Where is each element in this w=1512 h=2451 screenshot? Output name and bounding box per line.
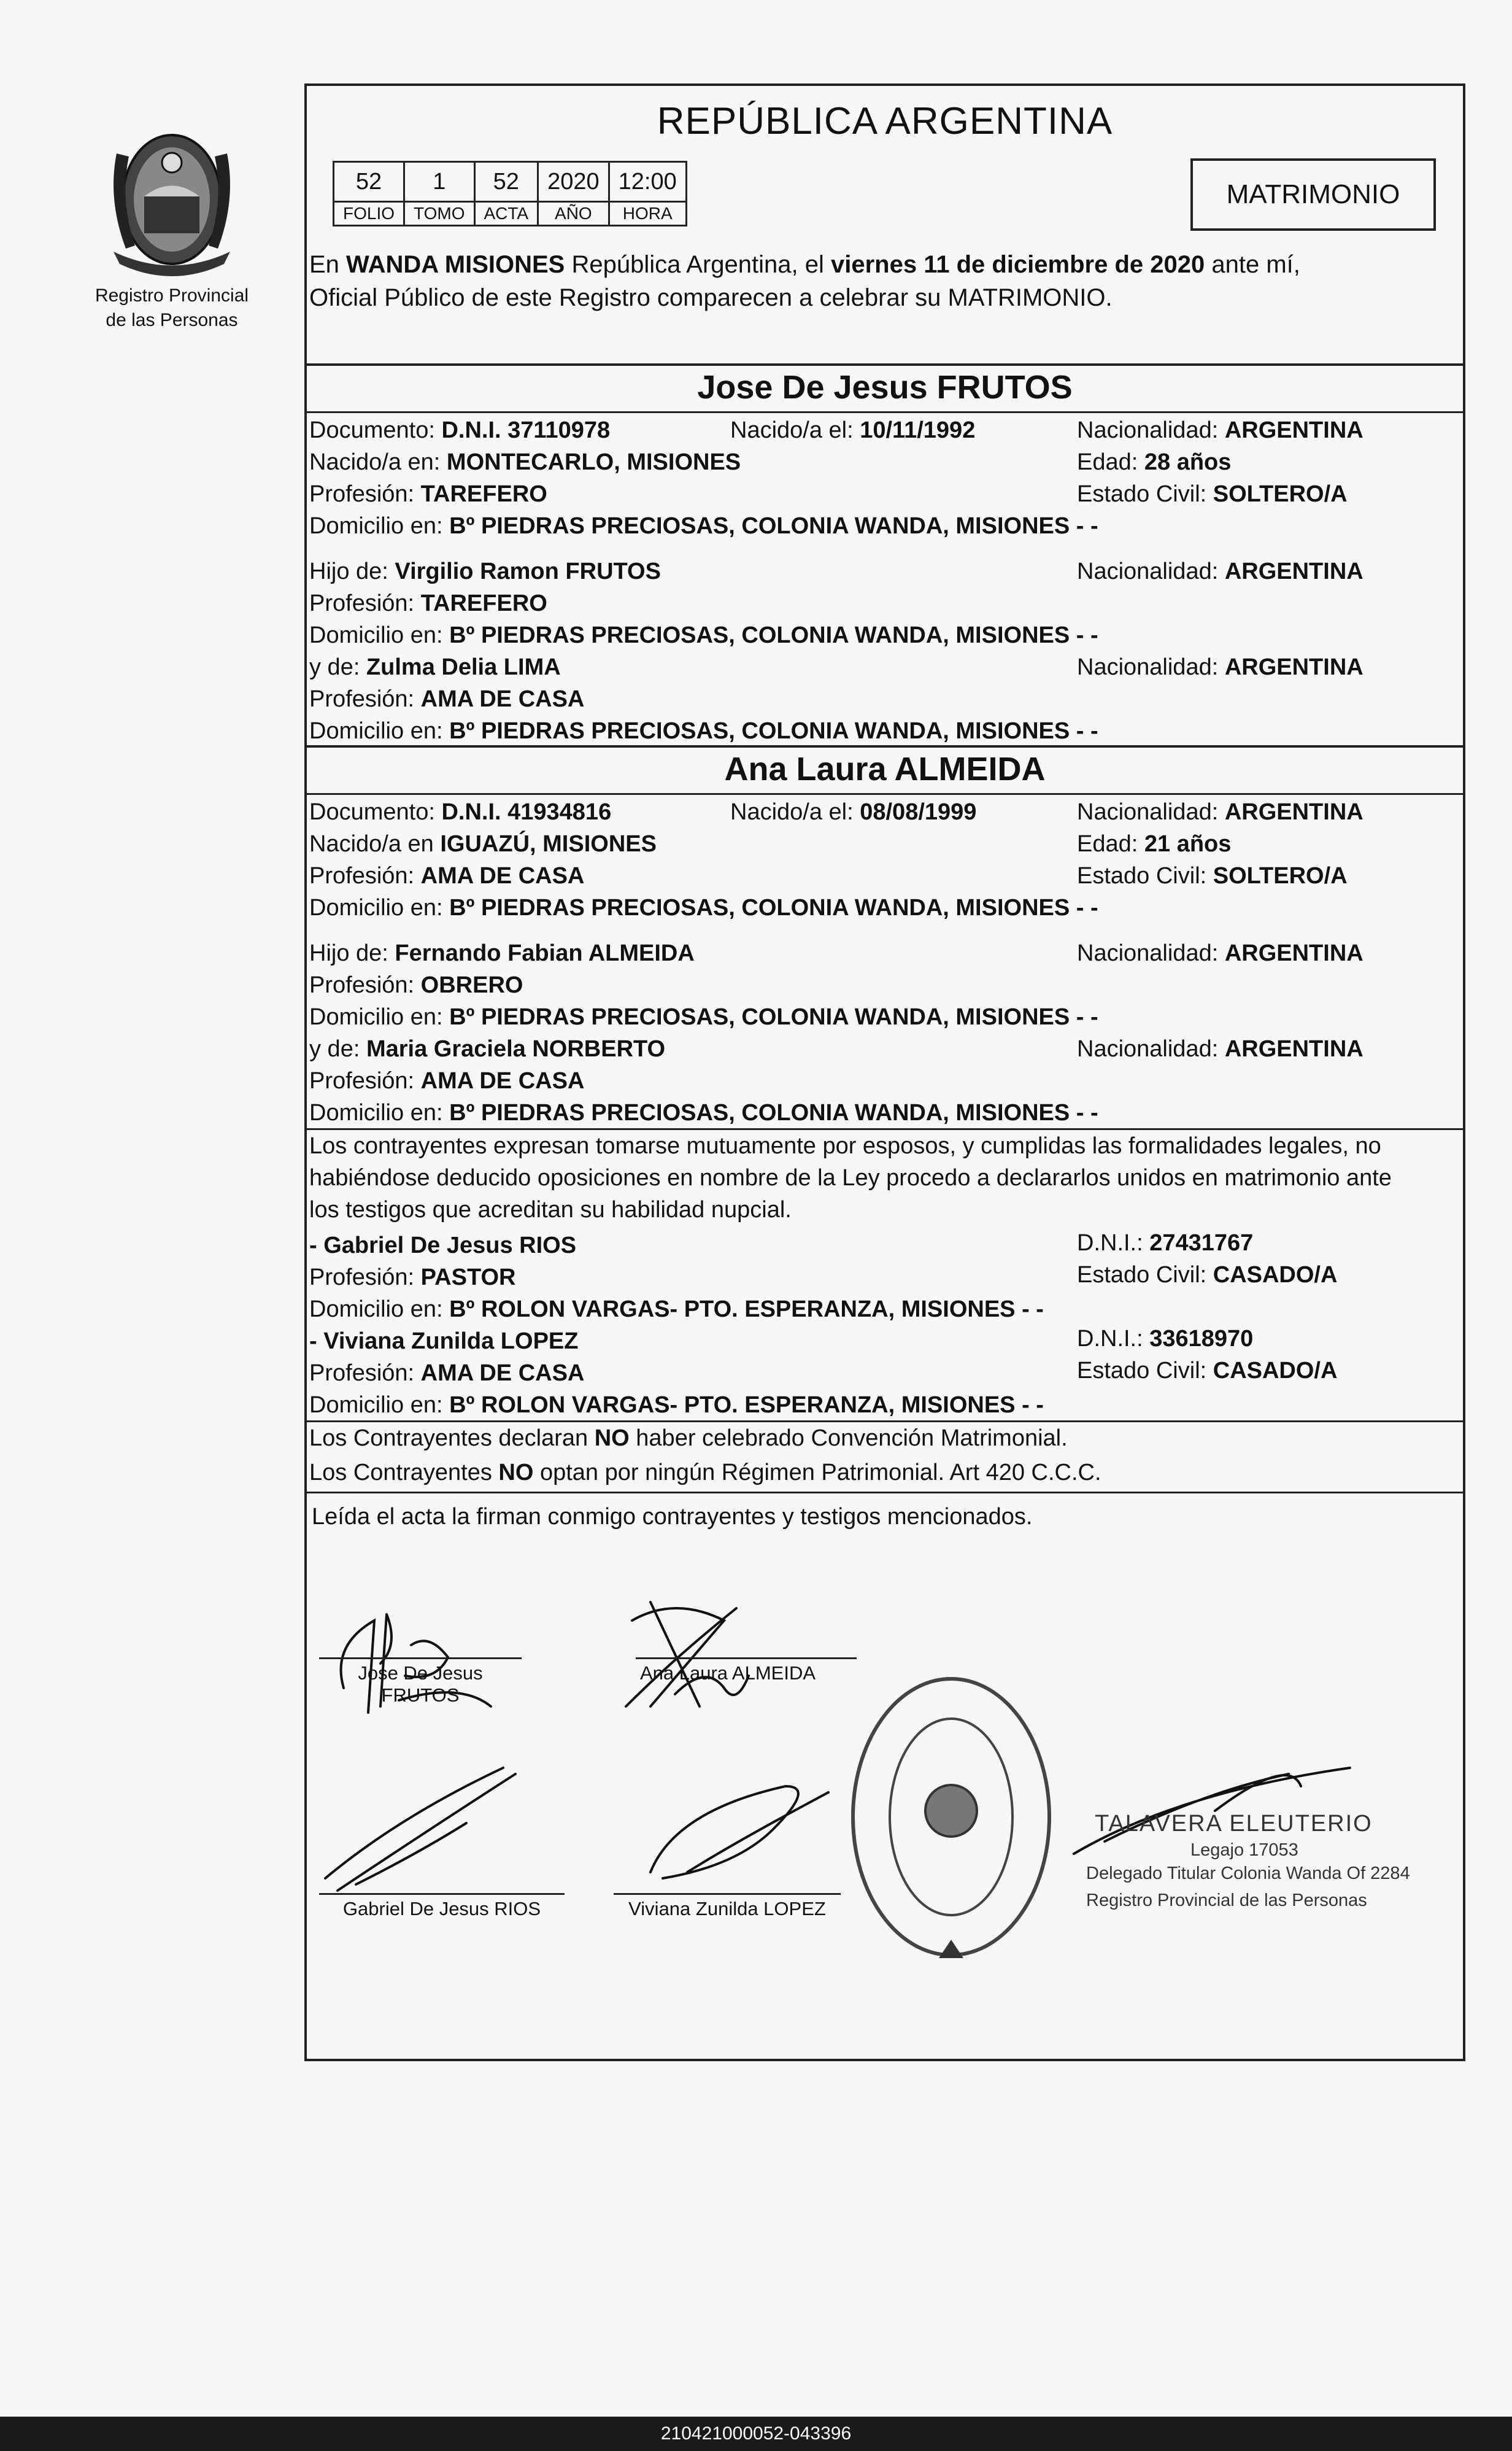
witness1-profession: Profesión: PASTOR xyxy=(309,1264,516,1290)
spouse1-mother-address: Domicilio en: Bº PIEDRAS PRECIOSAS, COLONIA WANDA, MISIONES - - xyxy=(309,718,1098,744)
document-title: REPÚBLICA ARGENTINA xyxy=(657,100,1113,142)
spouse1-born-date: Nacido/a el: 10/11/1992 xyxy=(730,417,976,443)
document-type-box: MATRIMONIO xyxy=(1190,158,1436,231)
witness1-address: Domicilio en: Bº ROLON VARGAS- PTO. ESPERANZA, MISIONES - - xyxy=(309,1296,1044,1322)
divider xyxy=(307,411,1463,413)
spouse2-civil-status: Estado Civil: SOLTERO/A xyxy=(1077,863,1348,889)
spouse2-document: Documento: D.N.I. 41934816 xyxy=(309,799,612,825)
tomo-value: 1 xyxy=(404,162,474,202)
spouse2-address: Domicilio en: Bº PIEDRAS PRECIOSAS, COLONIA WANDA, MISIONES - - xyxy=(309,895,1098,921)
declaration-line-2: habiéndose deducido oposiciones en nombre de la Ley procedo a declararlos unidos en matrimonio ante xyxy=(309,1165,1392,1191)
hora-value: 12:00 xyxy=(609,162,686,202)
spouse1-profession: Profesión: TAREFERO xyxy=(309,481,547,507)
spouse2-father-profession: Profesión: OBRERO xyxy=(309,972,523,998)
witness2-dni: D.N.I.: 33618970 xyxy=(1077,1326,1254,1352)
tomo-label: TOMO xyxy=(404,202,474,226)
divider xyxy=(307,1492,1463,1493)
anio-value: 2020 xyxy=(538,162,609,202)
witness1-name: - Gabriel De Jesus RIOS xyxy=(309,1233,577,1258)
spouse2-mother-name: y de: Maria Graciela NORBERTO xyxy=(309,1036,666,1062)
registry-table xyxy=(333,161,687,227)
signature-witness1 xyxy=(325,1768,515,1891)
divider xyxy=(307,363,1463,366)
spouse1-father-name: Hijo de: Virgilio Ramon FRUTOS xyxy=(309,559,661,584)
spouse1-age: Edad: 28 años xyxy=(1077,449,1232,475)
officer-name: TALAVERA ELEUTERIO xyxy=(1095,1811,1373,1837)
officer-office: Registro Provincial de las Personas xyxy=(1086,1891,1367,1910)
spouse2-father-name: Hijo de: Fernando Fabian ALMEIDA xyxy=(309,940,695,966)
spouse1-mother-name: y de: Zulma Delia LIMA xyxy=(309,654,561,680)
spouse1-nationality: Nacionalidad: ARGENTINA xyxy=(1077,417,1364,443)
spouse1-mother-profession: Profesión: AMA DE CASA xyxy=(309,686,585,712)
divider xyxy=(307,745,1463,748)
declaration-line-1: Los contrayentes expresan tomarse mutuamente por esposos, y cumplidas las formalidades legales, no xyxy=(309,1133,1381,1159)
spouse2-born-place: Nacido/a en IGUAZÚ, MISIONES xyxy=(309,831,657,857)
logo-text-line1: Registro Provincial xyxy=(94,285,249,306)
spouse2-signature-line xyxy=(636,1657,857,1659)
acta-label: ACTA xyxy=(474,202,538,226)
witness1-dni: D.N.I.: 27431767 xyxy=(1077,1230,1254,1256)
witness2-profession: Profesión: AMA DE CASA xyxy=(309,1360,585,1386)
signature-witness2 xyxy=(650,1786,828,1878)
witness1-signature-line xyxy=(319,1893,565,1895)
declaration-line-3: los testigos que acreditan su habilidad nupcial. xyxy=(309,1197,792,1223)
spouse1-father-profession: Profesión: TAREFERO xyxy=(309,590,547,616)
signature-spouse2 xyxy=(626,1602,749,1706)
spouse2-mother-address: Domicilio en: Bº PIEDRAS PRECIOSAS, COLONIA WANDA, MISIONES - - xyxy=(309,1100,1098,1126)
divider xyxy=(307,1128,1463,1130)
witness2-address: Domicilio en: Bº ROLON VARGAS- PTO. ESPERANZA, MISIONES - - xyxy=(309,1392,1044,1418)
intro-line-2: Oficial Público de este Registro comparecen a celebrar su MATRIMONIO. xyxy=(309,284,1113,311)
spouse1-signature-line xyxy=(319,1657,522,1659)
logo-text-line2: de las Personas xyxy=(106,310,238,330)
spouse1-name: Jose De Jesus FRUTOS xyxy=(697,369,1073,406)
convention-line-2: Los Contrayentes NO optan por ningún Régimen Patrimonial. Art 420 C.C.C. xyxy=(309,1460,1101,1485)
spouse1-mother-nationality: Nacionalidad: ARGENTINA xyxy=(1077,654,1364,680)
spouse1-father-nationality: Nacionalidad: ARGENTINA xyxy=(1077,559,1364,584)
acta-value: 52 xyxy=(474,162,538,202)
spouse1-address: Domicilio en: Bº PIEDRAS PRECIOSAS, COLONIA WANDA, MISIONES - - xyxy=(309,513,1098,539)
witness2-signature-label: Viviana Zunilda LOPEZ xyxy=(628,1898,826,1919)
spouse2-profession: Profesión: AMA DE CASA xyxy=(309,863,585,889)
spouse2-born-date: Nacido/a el: 08/08/1999 xyxy=(730,799,977,825)
convention-line-1: Los Contrayentes declaran NO haber celebrado Convención Matrimonial. xyxy=(309,1425,1068,1451)
spouse1-father-address: Domicilio en: Bº PIEDRAS PRECIOSAS, COLONIA WANDA, MISIONES - - xyxy=(309,622,1098,648)
official-seal-icon xyxy=(847,1670,1055,1964)
hora-label: HORA xyxy=(609,202,686,226)
misiones-coat-of-arms-icon xyxy=(101,117,242,282)
witness1-civil-status: Estado Civil: CASADO/A xyxy=(1077,1262,1338,1288)
spouse1-document: Documento: D.N.I. 37110978 xyxy=(309,417,611,443)
anio-label: AÑO xyxy=(538,202,609,226)
spouse2-signature-label: Ana Laura ALMEIDA xyxy=(639,1662,816,1684)
spouse1-born-place: Nacido/a en: MONTECARLO, MISIONES xyxy=(309,449,741,475)
registry-logo xyxy=(80,117,264,331)
spouse2-nationality: Nacionalidad: ARGENTINA xyxy=(1077,799,1364,825)
folio-value: 52 xyxy=(334,162,404,202)
folio-label: FOLIO xyxy=(334,202,404,226)
officer-legajo: Legajo 17053 xyxy=(1190,1840,1298,1860)
certificate-frame xyxy=(304,83,1465,2061)
witness2-name: - Viviana Zunilda LOPEZ xyxy=(309,1328,579,1354)
spouse1-signature-label: Jose De Jesus FRUTOS xyxy=(358,1662,483,1706)
closing-text: Leída el acta la firman conmigo contrayentes y testigos mencionados. xyxy=(312,1504,1033,1530)
witness1-signature-label: Gabriel De Jesus RIOS xyxy=(342,1898,541,1919)
spouse2-father-address: Domicilio en: Bº PIEDRAS PRECIOSAS, COLONIA WANDA, MISIONES - - xyxy=(309,1004,1098,1030)
officer-role: Delegado Titular Colonia Wanda Of 2284 xyxy=(1086,1864,1410,1883)
spouse2-mother-profession: Profesión: AMA DE CASA xyxy=(309,1068,585,1094)
barcode-footer: 210421000052-043396 xyxy=(0,2417,1512,2451)
spouse2-age: Edad: 21 años xyxy=(1077,831,1232,857)
witness2-civil-status: Estado Civil: CASADO/A xyxy=(1077,1358,1338,1384)
spouse2-mother-nationality: Nacionalidad: ARGENTINA xyxy=(1077,1036,1364,1062)
spouse1-civil-status: Estado Civil: SOLTERO/A xyxy=(1077,481,1348,507)
witness2-signature-line xyxy=(614,1893,841,1895)
spouse2-name: Ana Laura ALMEIDA xyxy=(724,751,1046,788)
divider xyxy=(307,793,1463,795)
intro-line-1: En WANDA MISIONES República Argentina, el viernes 11 de diciembre de 2020 ante mí, xyxy=(309,251,1300,278)
divider xyxy=(307,1420,1463,1422)
spouse2-father-nationality: Nacionalidad: ARGENTINA xyxy=(1077,940,1364,966)
